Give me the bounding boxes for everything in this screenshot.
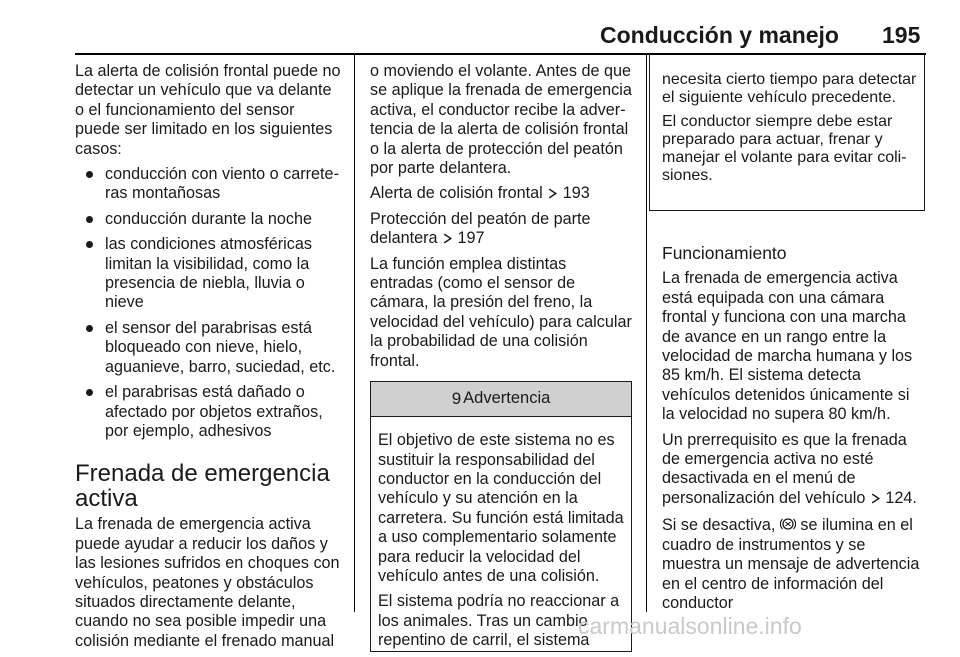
section-heading: Funcionamiento xyxy=(662,243,787,263)
column-3 xyxy=(662,222,926,619)
bullet-icon xyxy=(86,171,93,178)
warning-box-continued xyxy=(649,55,925,211)
bullet-icon xyxy=(86,389,93,396)
paragraph: o moviendo el volante. Antes de que se aplique la frenada de emergencia activa, el conductor recibe la advertencia de la alerta de colisión frontal o la alerta de protección del peatón por parte delantera. xyxy=(370,62,632,178)
cross-reference[interactable] xyxy=(370,184,632,203)
paragraph: El objetivo de este sistema no es sustituir la responsabilidad del conductor en la conducción del vehículo y su atención en la carretera. Su función está limitada a uso complementario solamente para reducir la velocidad del vehículo antes de una colisión. xyxy=(378,431,624,585)
list-item xyxy=(75,165,342,204)
list-item-text: las condiciones atmosféricas limitan la visibilidad, como la presencia de niebla, lluvia o nieve xyxy=(105,235,312,312)
list-item-text: el parabrisas está dañado o afectado por objetos extraños, por ejemplo, adhesivos xyxy=(105,383,323,440)
reference-text: Un prerrequisito es que la frenada de emergencia activa no esté desactivada en el menú de personalización del vehículo xyxy=(662,430,907,507)
warning-title: Advertencia xyxy=(463,389,551,408)
paragraph: El sistema podría no reaccionar a los animales. Tras un cambio repentino de carril, el sistema xyxy=(378,592,620,650)
warning-box xyxy=(370,381,632,651)
paragraph: La alerta de colisión frontal puede no detectar un vehículo que va delante o el funcionamiento del sensor puede ser limitado en los siguientes casos: xyxy=(75,62,341,158)
page-number: 195 xyxy=(882,22,921,48)
paragraph: necesita cierto tiempo para detectar el siguiente vehículo precedente. xyxy=(662,71,917,106)
paragraph: La función emplea distintas entradas (como el sensor de cámara, la presión del freno, la velocidad del vehículo) para calcular la probabilidad de una colisión frontal. xyxy=(370,254,632,370)
page-header-title: Conducción y manejo xyxy=(600,22,839,48)
page-reference-icon xyxy=(442,233,453,244)
paragraph: La frenada de emergencia activa puede ayudar a reducir los daños y las lesiones sufridos en choques con vehículos, peatones y obstáculos situados directamente delante, cuando no sea posible impedir una colisión mediante el frenado manual xyxy=(75,515,340,650)
emergency-brake-off-icon xyxy=(780,516,796,532)
condition-list xyxy=(75,165,342,441)
warning-icon: 9 xyxy=(451,389,462,409)
reference-page: 124. xyxy=(885,488,917,507)
column-1 xyxy=(75,62,342,657)
column-divider xyxy=(354,55,355,612)
paragraph: La frenada de emergencia activa está equipada con una cámara frontal y funciona con una marcha de avance en un rango entre la velocidad de marcha humana y los 85 km/h. El sistema detecta vehículos detenidos únicamente si la velocidad no supera 80 km/h. xyxy=(662,269,913,424)
list-item xyxy=(75,383,342,441)
column-divider xyxy=(646,55,647,612)
reference-page: 193 xyxy=(562,184,590,203)
list-item xyxy=(75,235,342,313)
list-item-text: el sensor del parabrisas está bloqueado con nieve, hielo, aguanieve, barro, suciedad, etc. xyxy=(105,318,336,376)
reference-text: Alerta de colisión frontal xyxy=(370,184,548,203)
bullet-icon xyxy=(86,241,93,248)
list-item xyxy=(75,319,342,377)
cross-reference[interactable] xyxy=(370,210,632,249)
warning-header xyxy=(371,382,631,417)
column-2 xyxy=(370,62,632,652)
page-reference-icon xyxy=(547,188,558,199)
list-item xyxy=(75,210,342,229)
paragraph-text: se ilumina en el cuadro de instrumentos y se muestra un mensaje de advertencia en el centro de información del conductor xyxy=(662,516,920,612)
reference-text: Protección del peatón de parte delantera xyxy=(370,209,591,248)
paragraph-text: Si se desactiva, xyxy=(662,516,780,535)
page-reference-icon xyxy=(870,493,881,504)
cross-reference[interactable] xyxy=(662,431,926,509)
paragraph: El conductor siempre debe estar preparado para actuar, frenar y manejar el volante para evitar colisiones. xyxy=(662,113,907,184)
reference-page: 197 xyxy=(457,229,485,248)
list-item-text: conducción durante la noche xyxy=(105,209,312,228)
section-heading: Frenada de emergencia activa xyxy=(75,460,330,513)
watermark: carmanualsonline.info xyxy=(578,613,802,639)
bullet-icon xyxy=(86,216,93,223)
bullet-icon xyxy=(86,325,93,332)
paragraph xyxy=(662,514,926,613)
list-item-text: conducción con viento o carreteras montañosas xyxy=(105,165,339,203)
